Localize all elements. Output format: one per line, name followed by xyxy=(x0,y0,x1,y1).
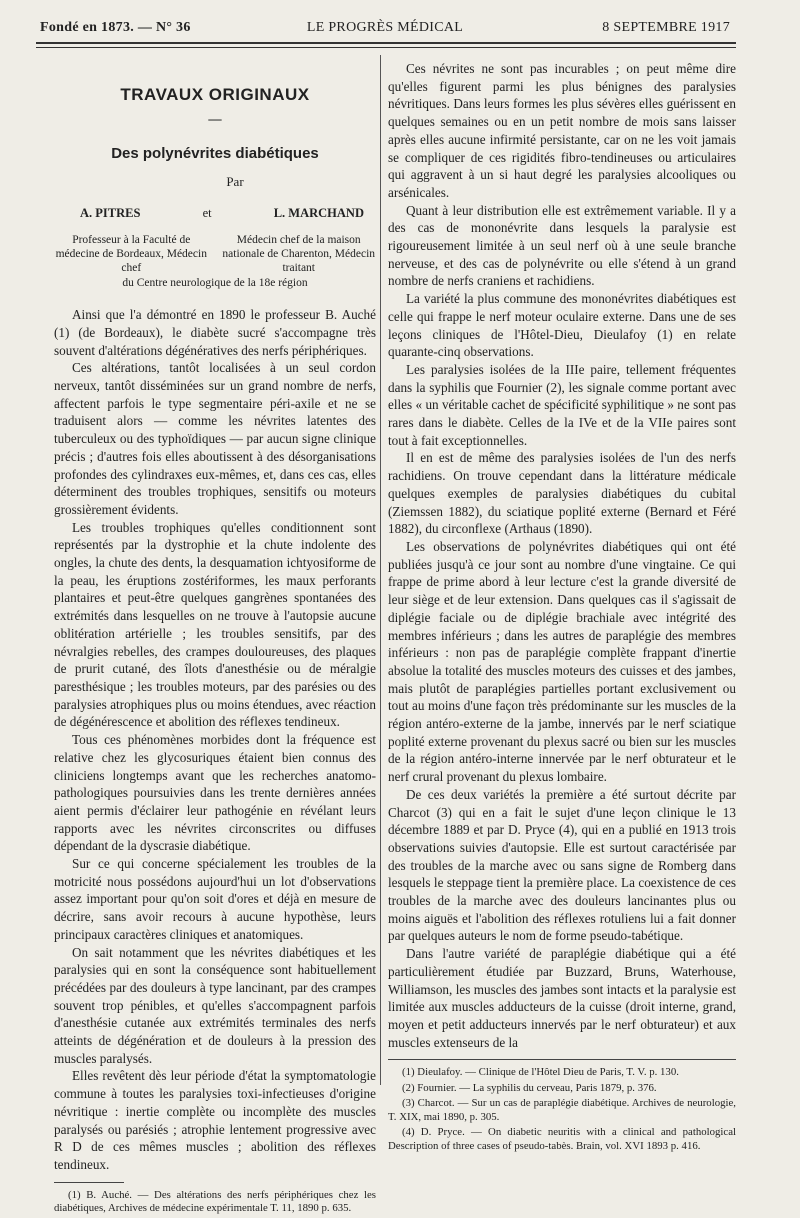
affiliation-marchand: Médecin chef de la maison nationale de Charenton, Médecin traitant xyxy=(222,233,376,274)
paragraph: Ces altérations, tantôt localisées à un seul cordon nerveux, tantôt disséminées sur un grand nombre de nerfs, affectent parfois le type segmentaire péri-axile et ne se traduisent alors — comme les névrites latentes des tuberculeux ou des typhoïdiques — par aucun signe clinique précis ; d'autres fois elles aboutissent à des désorganisations profondes des cylindraxes eux-mêmes, et, dans ces cas, elles déterminent des troubles trophiques, sensitifs ou moteurs grossièrement évidents. xyxy=(54,360,376,517)
left-column xyxy=(54,60,376,1218)
paragraph: Quant à leur distribution elle est extrêmement variable. Il y a des cas de mononévrite dans lesquels la paralysie est rigoureusement limitée à un seul nerf où à une seule branche nerveuse, et des cas de polynévrite ou elle s'étend à un grand nombre de nerfs craniens et rachidiens. xyxy=(388,202,736,289)
column-divider xyxy=(380,55,381,1085)
paragraph: Les paralysies isolées de la IIIe paire, tellement fréquentes dans la syphilis que Fournier (2), les signale comme portant avec elles « un véritable cachet de spécificité syphilitique » ne sont pas rares dans le diabète. Celles de la IVe et de la VIIe paires sont tout à fait exceptionnelles. xyxy=(388,361,736,448)
paragraph: De ces deux variétés la première a été surtout décrite par Charcot (3) qui en a fait le sujet d'une leçon clinique le 13 décembre 1889 et par D. Pryce (4), qui en a publié en 1913 trois observations suivies d'autopsie. Elle est surtout caractérisée par des troubles de la marche avec ou sans signe de Romberg dans lesquels le steppage tient la première place. La coexistence de ces troubles de la marche avec des douleurs lancinantes plus ou moins aiguës et l'abolition des réflexes rotuliens lui a fait donner par quelques auteurs le nom de forme pseudo-tabétique. xyxy=(388,786,736,944)
paragraph: Tous ces phénomènes morbides dont la fréquence est relative chez les glycosuriques étaient bien connus des cliniciens longtemps avant que les recherches anatomo-pathologiques poursuivies dans les trente dernières années aient permis d'éclairer leur pathogénie en révélant leurs rapports avec les névrites circonscrites ou diffuses dépendant de la dyscrasie diabétique. xyxy=(54,732,376,854)
section-title: TRAVAUX ORIGINAUX xyxy=(120,85,310,104)
footnote-rule xyxy=(388,1059,736,1060)
header-founding: Fondé en 1873. — N° 36 xyxy=(40,20,191,35)
footnote: (3) Charcot. — Sur un cas de paraplégie diabétique. Archives de neurologie, T. XIX, mai 1890, p. 305. xyxy=(388,1097,736,1123)
paragraph: Sur ce qui concerne spécialement les troubles de la motricité nous possédons aujourd'hui un lot d'observations assez important pour qu'on soit d'ores et déjà en mesure de décrire, sans avoir recours à aucune hypothèse, leurs principaux caractères cliniques et anatomiques. xyxy=(54,856,376,942)
by-line: Par xyxy=(226,174,244,190)
right-footnotes xyxy=(388,1059,736,1153)
footnote: (1) Dieulafoy. — Clinique de l'Hôtel Dieu de Paris, T. V. p. 130. xyxy=(402,1066,679,1079)
left-footnotes xyxy=(54,1182,376,1216)
affiliation-pitres: Professeur à la Faculté de médecine de Bordeaux, Médecin chef xyxy=(55,233,207,274)
header-rule xyxy=(36,42,736,48)
footnote: (1) B. Auché. — Des altérations des nerfs périphériques chez les diabétiques, Archives de médecine expérimentale T. 11, 1890 p. 635. xyxy=(54,1188,376,1215)
section-dash: — xyxy=(208,110,222,126)
paragraph: Dans l'autre variété de paraplégie diabétique qui a été particulièrement étudiée par Buzzard, Bruns, Waterhouse, Williamson, les muscles des jambes sont intacts et la paralysie est limitée aux muscles adducteurs de la cuisse (droit interne, grand, moyen et petit adducteurs innervés par le nerf obturateur) et aux muscles extenseurs de la xyxy=(388,946,736,1050)
paragraph: Ainsi que l'a démontré en 1890 le professeur B. Auché (1) (de Bordeaux), le diabète sucré s'accompagne très souvent d'altérations dégénératives des nerfs périphériques. xyxy=(54,307,376,358)
paragraph: Elles revêtent dès leur période d'état la symptomatologie commune à toutes les paralysies toxi-infectieuses d'origine névritique : inertie complète ou incomplète des muscles paralysés ou parésiés ; atrophie lentement progressive avec R D de ces mêmes muscles ; abolition des réflexes tendineux. xyxy=(54,1068,376,1172)
authors xyxy=(80,205,364,223)
paragraph: La variété la plus commune des mononévrites diabétiques est celle qui frappe le nerf moteur oculaire externe. Dans une de ses leçons cliniques de l'Hôtel-Dieu, Dieulafoy (1) en relate quarante-cinq observations. xyxy=(388,291,736,360)
paragraph: Ces névrites ne sont pas incurables ; on peut même dire qu'elles figurent parmi les plus bénignes des paralysies névritiques. Dans leurs formes les plus sévères elles guérissent en quelques semaines ou en un petit nombre de mois sans laisser après elles aucune infirmité persistante, car on ne les voit jamais se compliquer de ces rigidités fibro-tendineuses ou articulaires qui aggravent à un si haut degré les paralysies alcooliques ou arsénicales. xyxy=(388,61,736,200)
right-column xyxy=(388,60,736,1155)
footnote: (2) Fournier. — La syphilis du cerveau, Paris 1879, p. 376. xyxy=(402,1081,657,1094)
paragraph: Les troubles trophiques qu'elles conditionnent sont représentés par la dystrophie et la chute indolente des ongles, la chute des dents, la desquamation ichtyosiforme de la peau, les éruptions zostériformes, les maux perforants plantaires et peut-être quelques gangrènes spontanées des extrémités dans lesquelles on ne trouve à l'autopsie aucune oblitération artérielle ; les troubles sensitifs, par des névralgies rebelles, des crampes douloureuses, des plaques de prurit cutané, des îlots d'anesthésie ou de méralgie paresthésique ; les troubles moteurs, par des parésies ou des paralysies atrophiques plus ou moins étendues, avec réaction de dégénérescence et abolition des réflexes tendineux. xyxy=(54,519,376,730)
paragraph: Il en est de même des paralysies isolées de l'un des nerfs rachidiens. On trouve cependant dans la littérature médicale quelques exemples de paralysies diabétiques du cubital (Ziemssen 1882), du sciatique poplité externe (Bernard et Féré 1882), du circonflexe (Arthaus (1890). xyxy=(388,450,736,537)
paragraph: Les observations de polynévrites diabétiques qui ont été publiées jusqu'à ce jour sont au nombre d'une vingtaine. Ce qui frappe de prime abord à leur lecture c'est la grande diversité de leur siège et de leur extension. Dans quelques cas il s'agissait de diplégie faciale ou de diplégie brachiale avec intégrité des membres inférieurs ; dans les autres de paraplégie des membres inférieurs : non pas de paraplégie complète frappant d'inertie absolue la totalité des muscles moteurs des cuisses et des jambes, mais plutôt de paraplégies partielles portant exclusivement ou tout au moins d'une façon très prédominante sur les muscles de la région antéro-externe de la jambe, innervés par le nerf sciatique poplité externe provenant du plexus sacré ou bien sur les muscles de la région antéro-interne innervée par le nerf obturateur et le nerf crural provenant du plexus lombaire. xyxy=(388,538,736,785)
header-journal-title: LE PROGRÈS MÉDICAL xyxy=(306,20,464,35)
paragraph: On sait notamment que les névrites diabétiques et les paralysies qui en sont la conséquence sont habituellement précédées par des douleurs à type lancinant, par des crampes souvent trop pénibles, et qu'elles s'accompagnent parfois d'anesthésie cutanée aux extrémités terminales des nerfs atteints de dégénération et de douleurs à la pression des muscles paralysés. xyxy=(54,944,376,1066)
article-title: Des polynévrites diabétiques xyxy=(111,145,319,163)
author-marchand: L. MARCHAND xyxy=(273,205,364,220)
footnote: (4) D. Pryce. — On diabetic neuritis with a clinical and pathological Description of three cases of pseudo-tabès. Brain, vol. XVI 1893 p. 416. xyxy=(388,1126,736,1152)
header-date: 8 SEPTEMBRE 1917 xyxy=(602,20,730,35)
author-conjunction: et xyxy=(202,205,212,220)
affiliation-common: du Centre neurologique de la 18e région xyxy=(122,276,308,289)
author-pitres: A. PITRES xyxy=(80,205,141,220)
affiliations xyxy=(54,233,376,275)
footnote-rule xyxy=(54,1182,124,1183)
running-header xyxy=(40,20,730,38)
